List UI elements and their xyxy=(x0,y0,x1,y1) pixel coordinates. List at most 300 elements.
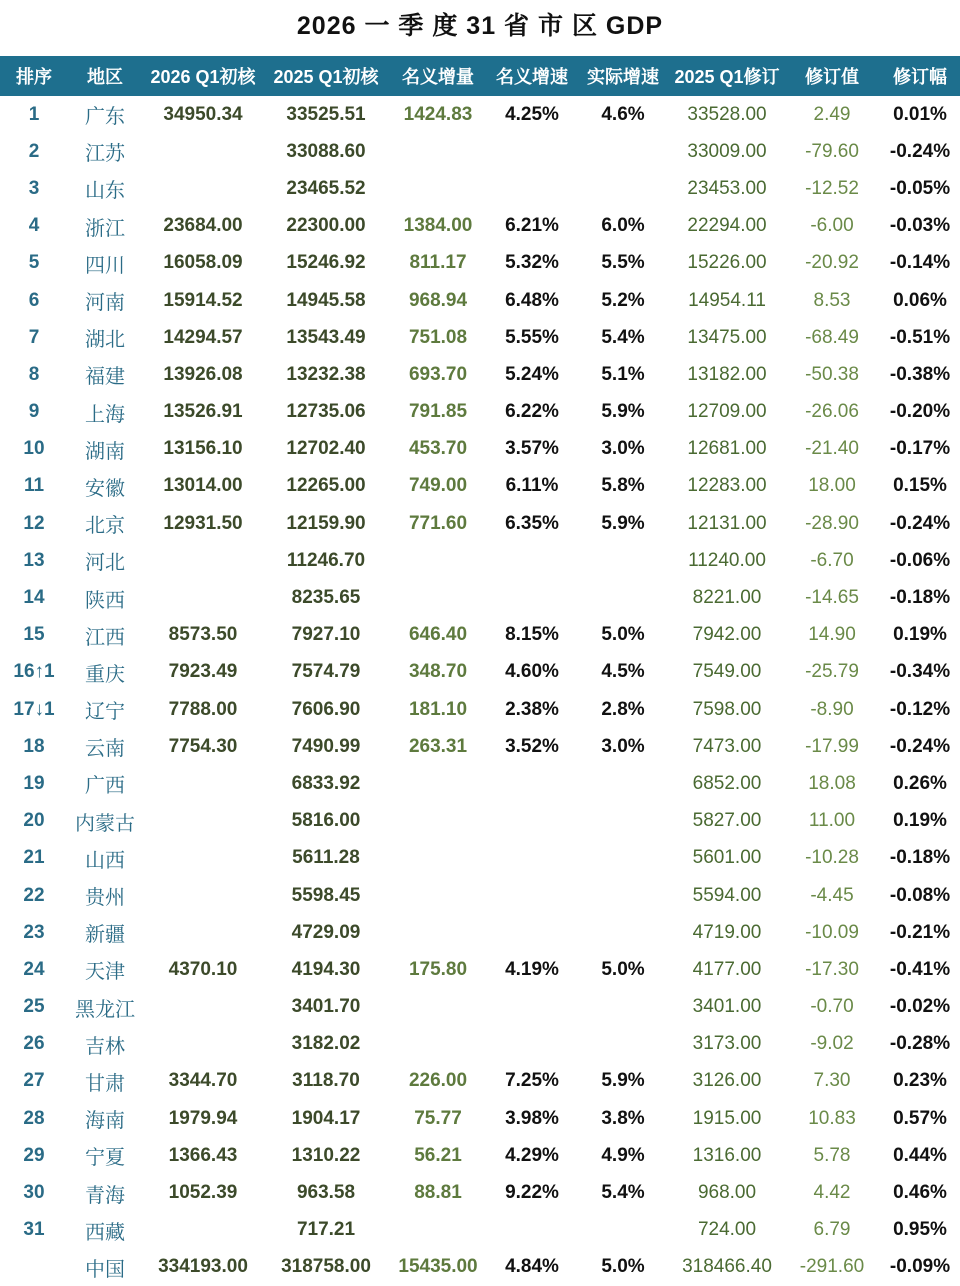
region-cell: 四川 xyxy=(85,254,125,277)
real-rate-cell: 5.0% xyxy=(601,958,645,980)
table-row xyxy=(0,96,960,133)
q1-2025-cell: 7490.99 xyxy=(291,735,361,757)
q1-2026-cell: 1979.94 xyxy=(168,1107,238,1129)
table-row xyxy=(0,170,960,207)
revision-pct-cell: 0.19% xyxy=(893,810,947,832)
table-row xyxy=(0,542,960,579)
table-row xyxy=(0,1100,960,1137)
nominal-increment-cell: 646.40 xyxy=(408,624,468,646)
header-q1-2025: 2025 Q1初核 xyxy=(273,67,379,87)
real-rate-cell: 5.5% xyxy=(601,252,645,274)
revision-value-cell: -9.02 xyxy=(810,1033,854,1055)
q1-2026-cell xyxy=(142,989,264,1026)
q1-2025-revised-cell: 7473.00 xyxy=(692,735,762,757)
q1-2025-revised-cell: 968.00 xyxy=(697,1182,757,1204)
nominal-rate-cell: 9.22% xyxy=(505,1182,559,1204)
nominal-rate-cell xyxy=(488,877,576,914)
revision-value-cell: 18.00 xyxy=(808,475,856,497)
real-rate-cell xyxy=(576,133,670,170)
rank-cell: 30 xyxy=(23,1182,45,1204)
real-rate-cell: 2.8% xyxy=(601,698,645,720)
q1-2025-revised-cell: 12283.00 xyxy=(687,475,767,497)
header-nominal-rate: 名义增速 xyxy=(496,67,568,87)
real-rate-cell: 5.4% xyxy=(601,1182,645,1204)
q1-2025-cell: 8235.65 xyxy=(291,587,361,609)
q1-2025-revised-cell: 12131.00 xyxy=(687,512,767,534)
q1-2025-revised-cell: 724.00 xyxy=(697,1219,757,1241)
nominal-increment-cell: 263.31 xyxy=(408,735,468,757)
table-row xyxy=(0,1026,960,1063)
table-row xyxy=(0,356,960,393)
nominal-increment-cell xyxy=(388,170,488,207)
table-row xyxy=(0,468,960,505)
rank-cell: 22 xyxy=(23,884,45,906)
q1-2025-cell: 3118.70 xyxy=(292,1070,360,1092)
region-cell: 湖北 xyxy=(85,329,125,352)
q1-2026-cell xyxy=(142,803,264,840)
q1-2025-revised-cell: 11240.00 xyxy=(688,549,766,571)
q1-2025-revised-cell: 12709.00 xyxy=(687,401,767,423)
region-cell: 云南 xyxy=(85,738,125,761)
real-rate-cell: 3.0% xyxy=(601,735,645,757)
q1-2025-revised-cell: 5594.00 xyxy=(692,884,762,906)
rank-cell: 4 xyxy=(28,215,40,237)
header-q1-2026: 2026 Q1初核 xyxy=(150,67,256,87)
real-rate-cell: 3.0% xyxy=(601,438,645,460)
q1-2025-revised-cell: 12681.00 xyxy=(687,438,767,460)
table-row xyxy=(0,877,960,914)
nominal-rate-cell xyxy=(488,542,576,579)
q1-2025-revised-cell: 3173.00 xyxy=(692,1033,762,1055)
nominal-rate-cell xyxy=(488,133,576,170)
nominal-rate-cell xyxy=(488,840,576,877)
q1-2026-cell: 16058.09 xyxy=(163,252,243,274)
q1-2025-cell: 33088.60 xyxy=(286,140,366,162)
revision-value-cell: 4.42 xyxy=(813,1182,851,1204)
q1-2025-revised-cell: 4177.00 xyxy=(692,958,762,980)
nominal-increment-cell: 226.00 xyxy=(408,1070,468,1092)
q1-2025-cell: 318758.00 xyxy=(281,1256,371,1278)
rank-cell: 23 xyxy=(23,921,45,943)
q1-2025-revised-cell: 6852.00 xyxy=(692,772,762,794)
q1-2026-cell: 7754.30 xyxy=(168,735,238,757)
nominal-increment-cell: 15435.00 xyxy=(398,1256,478,1278)
region-cell: 北京 xyxy=(85,515,125,538)
region-cell: 青海 xyxy=(85,1184,125,1207)
revision-value-cell: -17.30 xyxy=(805,958,859,980)
real-rate-cell: 5.4% xyxy=(601,326,645,348)
revision-value-cell: -25.79 xyxy=(805,661,859,683)
region-cell: 江苏 xyxy=(85,143,125,166)
revision-pct-cell: 0.44% xyxy=(893,1144,947,1166)
q1-2026-cell: 3344.70 xyxy=(168,1070,238,1092)
table-header-row xyxy=(0,56,960,96)
region-cell: 吉林 xyxy=(85,1035,125,1058)
region-cell: 河南 xyxy=(85,292,125,315)
real-rate-cell: 6.0% xyxy=(601,215,645,237)
revision-pct-cell: -0.38% xyxy=(889,363,951,385)
rank-cell: 12 xyxy=(23,512,45,534)
q1-2026-cell: 7788.00 xyxy=(168,698,238,720)
revision-value-cell: -20.92 xyxy=(805,252,859,274)
q1-2026-cell xyxy=(142,840,264,877)
page-title: 2026 一 季 度 31 省 市 区 GDP xyxy=(296,12,664,40)
revision-pct-cell: -0.18% xyxy=(889,587,951,609)
q1-2026-cell xyxy=(142,1212,264,1249)
nominal-rate-cell xyxy=(488,765,576,802)
region-cell: 上海 xyxy=(85,403,125,426)
region-cell: 陕西 xyxy=(85,589,125,612)
nominal-increment-cell: 175.80 xyxy=(408,958,468,980)
region-cell: 安徽 xyxy=(85,477,125,500)
revision-pct-cell: -0.18% xyxy=(889,847,951,869)
rank-cell: 11 xyxy=(23,475,45,497)
nominal-rate-cell: 5.55% xyxy=(505,326,559,348)
revision-pct-cell: 0.95% xyxy=(893,1219,947,1241)
real-rate-cell xyxy=(576,840,670,877)
revision-value-cell: -10.09 xyxy=(805,921,859,943)
region-cell: 辽宁 xyxy=(85,701,125,724)
revision-value-cell: -21.40 xyxy=(805,438,859,460)
revision-value-cell: -79.60 xyxy=(805,140,859,162)
rank-cell: 19 xyxy=(23,772,45,794)
nominal-rate-cell: 3.98% xyxy=(505,1107,559,1129)
revision-value-cell: -4.45 xyxy=(810,884,854,906)
q1-2025-revised-cell: 7598.00 xyxy=(692,698,762,720)
q1-2025-cell: 12702.40 xyxy=(286,438,366,460)
q1-2026-cell xyxy=(142,877,264,914)
q1-2025-cell: 12265.00 xyxy=(286,475,366,497)
revision-pct-cell: -0.05% xyxy=(889,177,951,199)
q1-2025-revised-cell: 15226.00 xyxy=(687,252,767,274)
rank-cell: 14 xyxy=(23,587,45,609)
revision-pct-cell: 0.57% xyxy=(893,1107,947,1129)
nominal-increment-cell xyxy=(388,914,488,951)
revision-pct-cell: -0.03% xyxy=(889,215,951,237)
revision-value-cell: 6.79 xyxy=(813,1219,851,1241)
q1-2025-cell: 717.21 xyxy=(296,1219,356,1241)
q1-2026-cell xyxy=(142,765,264,802)
nominal-rate-cell xyxy=(488,170,576,207)
q1-2025-revised-cell: 33528.00 xyxy=(687,103,767,125)
q1-2026-cell: 34950.34 xyxy=(163,103,243,125)
q1-2026-cell: 7923.49 xyxy=(168,661,238,683)
nominal-increment-cell: 749.00 xyxy=(408,475,468,497)
rank-cell: 26 xyxy=(23,1033,45,1055)
nominal-increment-cell: 1384.00 xyxy=(403,215,473,237)
nominal-increment-cell: 56.21 xyxy=(414,1144,462,1166)
region-cell: 浙江 xyxy=(85,217,125,240)
q1-2025-revised-cell: 4719.00 xyxy=(692,921,762,943)
q1-2026-cell: 4370.10 xyxy=(168,958,238,980)
rank-cell: 17↓1 xyxy=(13,698,55,720)
real-rate-cell: 5.9% xyxy=(601,401,645,423)
nominal-rate-cell: 7.25% xyxy=(505,1070,559,1092)
nominal-increment-cell: 88.81 xyxy=(414,1182,462,1204)
revision-value-cell: 5.78 xyxy=(813,1144,851,1166)
region-cell: 福建 xyxy=(85,366,125,389)
q1-2026-cell xyxy=(142,914,264,951)
real-rate-cell xyxy=(576,765,670,802)
real-rate-cell xyxy=(576,1212,670,1249)
region-cell: 天津 xyxy=(85,961,125,984)
table-row xyxy=(0,1212,960,1249)
real-rate-cell xyxy=(576,989,670,1026)
table-row xyxy=(0,579,960,616)
q1-2025-cell: 3401.70 xyxy=(291,996,361,1018)
revision-pct-cell: 0.26% xyxy=(893,772,947,794)
table-row xyxy=(0,1063,960,1100)
q1-2025-cell: 11246.70 xyxy=(286,549,366,571)
header-revision-pct: 修订幅 xyxy=(893,67,947,87)
revision-value-cell: 7.30 xyxy=(813,1070,851,1092)
q1-2026-cell: 23684.00 xyxy=(163,215,243,237)
revision-value-cell: -6.70 xyxy=(810,549,854,571)
q1-2025-cell: 15246.92 xyxy=(286,252,366,274)
nominal-rate-cell: 6.48% xyxy=(505,289,559,311)
q1-2025-revised-cell: 3401.00 xyxy=(692,996,762,1018)
real-rate-cell xyxy=(576,877,670,914)
nominal-increment-cell xyxy=(388,542,488,579)
q1-2025-cell: 4194.30 xyxy=(291,958,361,980)
rank-cell: 20 xyxy=(23,810,45,832)
revision-pct-cell: -0.08% xyxy=(889,884,951,906)
q1-2026-cell xyxy=(142,1026,264,1063)
nominal-increment-cell: 751.08 xyxy=(408,326,468,348)
q1-2026-cell: 13014.00 xyxy=(163,475,243,497)
revision-pct-cell: -0.51% xyxy=(889,326,951,348)
revision-value-cell: -8.90 xyxy=(810,698,854,720)
nominal-rate-cell xyxy=(488,803,576,840)
q1-2025-cell: 4729.09 xyxy=(291,921,361,943)
revision-pct-cell: -0.24% xyxy=(889,140,951,162)
revision-pct-cell: -0.20% xyxy=(889,401,951,423)
region-cell: 海南 xyxy=(85,1110,125,1133)
revision-value-cell: -12.52 xyxy=(805,177,859,199)
table-row xyxy=(0,394,960,431)
nominal-rate-cell: 3.52% xyxy=(505,735,559,757)
rank-cell: 2 xyxy=(28,140,40,162)
nominal-increment-cell: 453.70 xyxy=(408,438,468,460)
table-row xyxy=(0,208,960,245)
revision-value-cell: -10.28 xyxy=(805,847,859,869)
table-row xyxy=(0,505,960,542)
nominal-increment-cell: 968.94 xyxy=(408,289,468,311)
region-cell: 中国 xyxy=(85,1258,125,1281)
header-rank: 排序 xyxy=(16,67,52,87)
revision-value-cell: 8.53 xyxy=(813,289,851,311)
q1-2025-cell: 5816.00 xyxy=(291,810,361,832)
rank-cell: 10 xyxy=(23,438,45,460)
q1-2026-cell: 13526.91 xyxy=(163,401,243,423)
nominal-rate-cell xyxy=(488,1026,576,1063)
rank-cell: 25 xyxy=(23,996,45,1018)
real-rate-cell xyxy=(576,542,670,579)
revision-pct-cell: -0.14% xyxy=(889,252,951,274)
table-row xyxy=(0,654,960,691)
revision-value-cell: -0.70 xyxy=(810,996,854,1018)
q1-2025-revised-cell: 1915.00 xyxy=(692,1107,762,1129)
revision-pct-cell: 0.15% xyxy=(893,475,947,497)
q1-2026-cell xyxy=(142,133,264,170)
region-cell: 湖南 xyxy=(85,440,125,463)
nominal-increment-cell xyxy=(388,803,488,840)
revision-pct-cell: -0.02% xyxy=(889,996,951,1018)
nominal-rate-cell: 4.60% xyxy=(505,661,559,683)
table-row xyxy=(0,728,960,765)
rank-cell: 16↑1 xyxy=(13,661,55,683)
region-cell: 黑龙江 xyxy=(75,998,135,1021)
q1-2025-revised-cell: 22294.00 xyxy=(687,215,767,237)
real-rate-cell xyxy=(576,170,670,207)
table-row xyxy=(0,951,960,988)
q1-2025-revised-cell: 33009.00 xyxy=(687,140,767,162)
real-rate-cell: 5.0% xyxy=(601,1256,645,1278)
real-rate-cell xyxy=(576,803,670,840)
region-cell: 山西 xyxy=(85,849,125,872)
q1-2025-cell: 963.58 xyxy=(296,1182,356,1204)
nominal-increment-cell: 771.60 xyxy=(408,512,468,534)
real-rate-cell: 4.5% xyxy=(601,661,645,683)
revision-value-cell: 18.08 xyxy=(808,772,856,794)
q1-2026-cell xyxy=(142,170,264,207)
real-rate-cell: 5.2% xyxy=(601,289,645,311)
nominal-rate-cell: 5.32% xyxy=(505,252,559,274)
q1-2025-cell: 7606.90 xyxy=(291,698,361,720)
nominal-increment-cell: 693.70 xyxy=(408,363,468,385)
nominal-rate-cell: 4.29% xyxy=(505,1144,559,1166)
revision-value-cell: -26.06 xyxy=(805,401,859,423)
q1-2025-revised-cell: 3126.00 xyxy=(692,1070,762,1092)
rank-cell: 3 xyxy=(28,177,40,199)
nominal-rate-cell: 6.21% xyxy=(505,215,559,237)
nominal-rate-cell: 2.38% xyxy=(505,698,559,720)
nominal-increment-cell: 181.10 xyxy=(408,698,468,720)
revision-pct-cell: -0.41% xyxy=(889,958,951,980)
revision-value-cell: -50.38 xyxy=(805,363,859,385)
header-nominal-increment: 名义增量 xyxy=(402,67,474,87)
table-row xyxy=(0,431,960,468)
table-row xyxy=(0,691,960,728)
nominal-increment-cell xyxy=(388,1026,488,1063)
revision-pct-cell: 0.06% xyxy=(893,289,947,311)
rank-cell: 21 xyxy=(23,847,45,869)
q1-2025-revised-cell: 7549.00 xyxy=(692,661,762,683)
revision-pct-cell: -0.06% xyxy=(889,549,951,571)
region-cell: 山东 xyxy=(85,180,125,203)
q1-2025-cell: 6833.92 xyxy=(291,772,361,794)
q1-2026-cell xyxy=(142,542,264,579)
q1-2025-cell: 7574.79 xyxy=(291,661,361,683)
table-body xyxy=(0,96,960,1286)
q1-2026-cell: 13926.08 xyxy=(163,363,243,385)
nominal-rate-cell xyxy=(488,579,576,616)
real-rate-cell xyxy=(576,579,670,616)
q1-2026-cell: 14294.57 xyxy=(163,326,243,348)
revision-pct-cell: -0.24% xyxy=(889,512,951,534)
revision-value-cell: 10.83 xyxy=(808,1107,856,1129)
revision-pct-cell: 0.01% xyxy=(893,103,947,125)
q1-2026-cell: 8573.50 xyxy=(168,624,238,646)
table-row xyxy=(0,245,960,282)
revision-value-cell: 14.90 xyxy=(808,624,856,646)
header-q1-2025-revised: 2025 Q1修订 xyxy=(674,67,780,87)
nominal-rate-cell: 5.24% xyxy=(505,363,559,385)
region-cell: 重庆 xyxy=(85,663,125,686)
q1-2025-cell: 5598.45 xyxy=(291,884,361,906)
rank-cell: 28 xyxy=(23,1107,45,1129)
q1-2025-cell: 33525.51 xyxy=(286,103,366,125)
nominal-rate-cell xyxy=(488,989,576,1026)
nominal-rate-cell xyxy=(488,1212,576,1249)
nominal-rate-cell: 4.25% xyxy=(505,103,559,125)
rank-cell: 24 xyxy=(23,958,45,980)
q1-2025-cell: 14945.58 xyxy=(286,289,366,311)
nominal-increment-cell: 348.70 xyxy=(408,661,468,683)
real-rate-cell: 5.8% xyxy=(601,475,645,497)
header-region: 地区 xyxy=(87,67,123,87)
q1-2025-cell: 1310.22 xyxy=(291,1144,361,1166)
q1-2025-revised-cell: 13182.00 xyxy=(687,363,767,385)
region-cell: 广西 xyxy=(85,775,125,798)
nominal-increment-cell xyxy=(388,840,488,877)
rank-cell: 29 xyxy=(23,1144,45,1166)
q1-2025-cell: 5611.28 xyxy=(292,847,360,869)
revision-value-cell: -17.99 xyxy=(805,735,859,757)
real-rate-cell: 5.0% xyxy=(601,624,645,646)
rank-cell xyxy=(0,1249,68,1286)
revision-value-cell: -28.90 xyxy=(805,512,859,534)
q1-2025-revised-cell: 8221.00 xyxy=(692,587,762,609)
nominal-increment-cell: 1424.83 xyxy=(403,103,473,125)
real-rate-cell xyxy=(576,914,670,951)
nominal-increment-cell xyxy=(388,989,488,1026)
table-row xyxy=(0,840,960,877)
region-cell: 河北 xyxy=(85,552,125,575)
table-row xyxy=(0,914,960,951)
revision-value-cell: -14.65 xyxy=(805,587,859,609)
nominal-increment-cell xyxy=(388,579,488,616)
table-row xyxy=(0,1174,960,1211)
nominal-rate-cell xyxy=(488,914,576,951)
table-row xyxy=(0,133,960,170)
rank-cell: 27 xyxy=(23,1070,45,1092)
region-cell: 甘肃 xyxy=(85,1072,125,1095)
nominal-rate-cell: 6.35% xyxy=(505,512,559,534)
q1-2025-revised-cell: 14954.11 xyxy=(688,289,766,311)
header-revision-value: 修订值 xyxy=(805,67,859,87)
region-cell: 广东 xyxy=(85,106,125,129)
nominal-rate-cell: 4.19% xyxy=(505,958,559,980)
nominal-rate-cell: 6.22% xyxy=(505,401,559,423)
nominal-increment-cell xyxy=(388,877,488,914)
revision-value-cell: 2.49 xyxy=(813,103,851,125)
q1-2026-cell: 1052.39 xyxy=(168,1182,238,1204)
rank-cell: 18 xyxy=(23,735,45,757)
nominal-increment-cell xyxy=(388,765,488,802)
rank-cell: 1 xyxy=(28,103,40,125)
revision-pct-cell: -0.17% xyxy=(889,438,951,460)
q1-2025-cell: 12159.90 xyxy=(286,512,366,534)
region-cell: 江西 xyxy=(85,626,125,649)
rank-cell: 7 xyxy=(28,326,40,348)
nominal-rate-cell: 6.11% xyxy=(505,475,559,497)
real-rate-cell: 5.9% xyxy=(601,1070,645,1092)
rank-cell: 15 xyxy=(23,624,45,646)
q1-2025-cell: 13232.38 xyxy=(286,363,366,385)
real-rate-cell: 5.1% xyxy=(601,363,645,385)
revision-pct-cell: -0.24% xyxy=(889,735,951,757)
